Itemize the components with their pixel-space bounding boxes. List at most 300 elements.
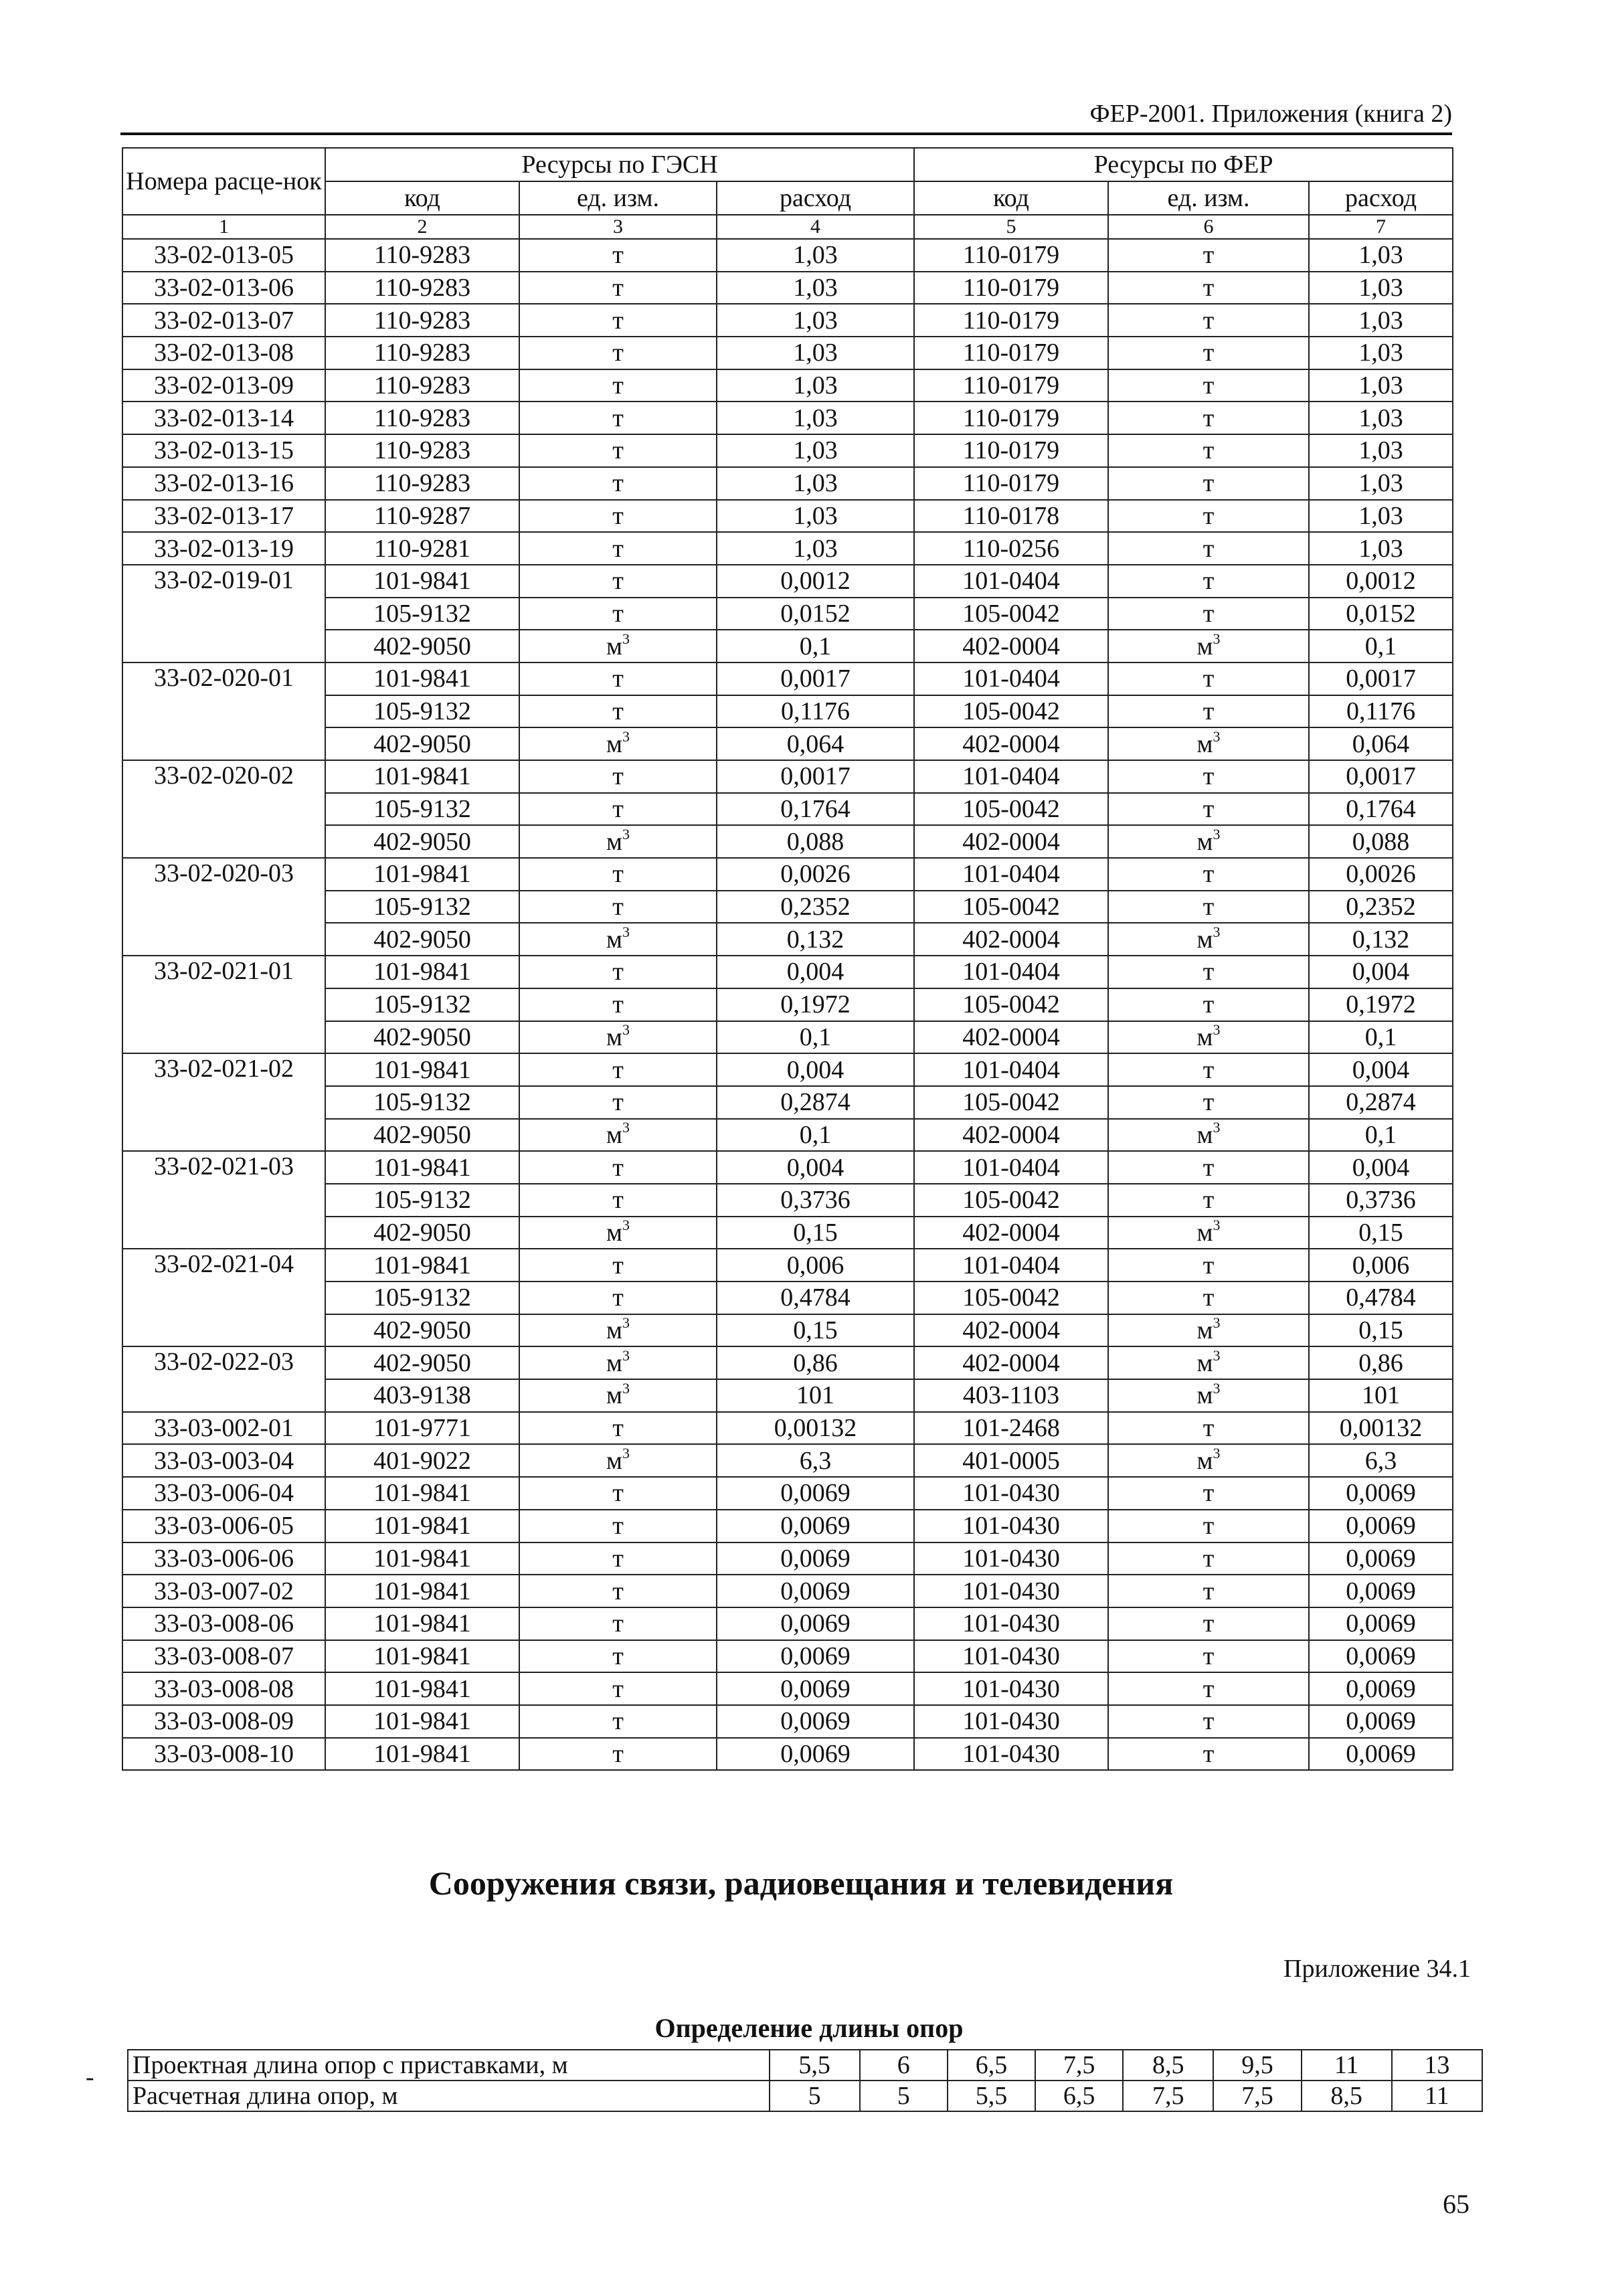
header-rate-numbers: Номера расце-нок xyxy=(122,148,325,215)
table-row xyxy=(122,1672,1453,1705)
cell-fer-amount: 0,0069 xyxy=(1309,1672,1453,1705)
table-row xyxy=(122,1640,1453,1673)
cell-gesn-code: 402-9050 xyxy=(325,1314,519,1347)
cell-rate-number: 33-03-008-10 xyxy=(122,1738,325,1771)
table-row xyxy=(122,1053,1453,1086)
cell-fer-unit: т xyxy=(1108,1282,1309,1314)
cell-gesn-code: 110-9283 xyxy=(325,272,519,304)
cell-fer-unit: т xyxy=(1108,500,1309,533)
cell-fer-amount: 0,0069 xyxy=(1309,1640,1453,1673)
cell-fer-code: 101-0430 xyxy=(914,1738,1108,1771)
length-value: 5 xyxy=(770,2081,860,2111)
cell-gesn-unit: $м^3$ xyxy=(519,923,717,956)
cell-gesn-unit: т xyxy=(519,1151,717,1184)
cell-gesn-unit: т xyxy=(519,1282,717,1314)
cell-rate-number: 33-03-008-07 xyxy=(122,1640,325,1673)
cell-fer-unit: т xyxy=(1108,1542,1309,1575)
cell-gesn-amount: 0,0012 xyxy=(717,565,914,598)
cell-fer-code: 101-0430 xyxy=(914,1575,1108,1607)
cell-fer-code: 105-0042 xyxy=(914,891,1108,923)
table-row xyxy=(122,760,1453,793)
table-row xyxy=(122,1607,1453,1640)
cell-fer-code: 105-0042 xyxy=(914,1282,1108,1314)
cell-fer-code: 401-0005 xyxy=(914,1444,1108,1477)
column-number: 7 xyxy=(1309,215,1453,239)
length-value: 11 xyxy=(1392,2081,1482,2111)
cell-fer-unit: т xyxy=(1108,1705,1309,1738)
cell-rate-number: 33-02-013-16 xyxy=(122,467,325,500)
table-row xyxy=(122,956,1453,988)
cell-fer-amount: 0,0069 xyxy=(1309,1575,1453,1607)
cell-fer-amount: 0,0069 xyxy=(1309,1738,1453,1771)
cell-fer-amount: 1,03 xyxy=(1309,532,1453,565)
cell-gesn-amount: 1,03 xyxy=(717,467,914,500)
cell-fer-unit: $м^3$ xyxy=(1108,1379,1309,1412)
cell-fer-code: 402-0004 xyxy=(914,923,1108,956)
margin-dash: - xyxy=(86,2063,94,2091)
appendix-label: Приложение 34.1 xyxy=(1283,1955,1471,1983)
cell-gesn-amount: 0,4784 xyxy=(717,1282,914,1314)
page-number: 65 xyxy=(1443,2189,1470,2219)
cell-fer-code: 105-0042 xyxy=(914,695,1108,728)
cell-gesn-unit: т xyxy=(519,1249,717,1282)
cell-fer-amount: 1,03 xyxy=(1309,272,1453,304)
table-row xyxy=(122,1477,1453,1510)
cell-fer-code: 105-0042 xyxy=(914,1184,1108,1217)
cell-gesn-code: 101-9841 xyxy=(325,663,519,695)
cell-gesn-amount: 0,004 xyxy=(717,1053,914,1086)
cell-fer-code: 110-0178 xyxy=(914,500,1108,533)
cell-fer-code: 101-0404 xyxy=(914,1053,1108,1086)
cell-rate-number: 33-02-021-03 xyxy=(122,1151,325,1249)
cell-gesn-unit: т xyxy=(519,1705,717,1738)
cell-gesn-unit: т xyxy=(519,1086,717,1119)
cell-rate-number: 33-02-013-07 xyxy=(122,304,325,337)
cell-fer-unit: т xyxy=(1108,1151,1309,1184)
cell-rate-number: 33-02-013-17 xyxy=(122,500,325,533)
cell-rate-number: 33-02-013-05 xyxy=(122,239,325,272)
table-row xyxy=(122,272,1453,304)
cell-gesn-amount: 0,86 xyxy=(717,1346,914,1379)
table-row xyxy=(122,1151,1453,1184)
cell-gesn-code: 110-9283 xyxy=(325,337,519,369)
table-row xyxy=(122,304,1453,337)
cell-rate-number: 33-03-006-06 xyxy=(122,1542,325,1575)
cell-gesn-unit: $м^3$ xyxy=(519,1119,717,1152)
cell-gesn-unit: т xyxy=(519,760,717,793)
cell-gesn-unit: $м^3$ xyxy=(519,630,717,663)
table-row xyxy=(122,1510,1453,1542)
cell-gesn-unit: $м^3$ xyxy=(519,1379,717,1412)
cell-gesn-unit: т xyxy=(519,369,717,402)
cell-fer-unit: $м^3$ xyxy=(1108,1119,1309,1152)
cell-fer-unit: $м^3$ xyxy=(1108,1217,1309,1249)
column-number: 4 xyxy=(717,215,914,239)
cell-fer-code: 110-0179 xyxy=(914,272,1108,304)
cell-fer-code: 101-0404 xyxy=(914,1151,1108,1184)
length-value: 7,5 xyxy=(1123,2081,1213,2111)
table-row xyxy=(122,663,1453,695)
cell-gesn-amount: 0,0017 xyxy=(717,663,914,695)
cell-gesn-code: 105-9132 xyxy=(325,793,519,826)
cell-gesn-amount: 0,1764 xyxy=(717,793,914,826)
cell-fer-unit: т xyxy=(1108,239,1309,272)
resources-table xyxy=(122,147,1453,1771)
cell-rate-number: 33-03-006-04 xyxy=(122,1477,325,1510)
cell-gesn-unit: т xyxy=(519,565,717,598)
cell-rate-number: 33-02-019-01 xyxy=(122,565,325,663)
cell-fer-code: 402-0004 xyxy=(914,630,1108,663)
cell-gesn-amount: 0,0069 xyxy=(717,1640,914,1673)
header-fer-resources: Ресурсы по ФЕР xyxy=(914,148,1453,181)
cell-fer-code: 101-0404 xyxy=(914,565,1108,598)
cell-gesn-unit: т xyxy=(519,467,717,500)
cell-fer-amount: 1,03 xyxy=(1309,337,1453,369)
cell-gesn-code: 403-9138 xyxy=(325,1379,519,1412)
cell-gesn-unit: т xyxy=(519,1607,717,1640)
cell-gesn-code: 101-9841 xyxy=(325,956,519,988)
cell-gesn-code: 110-9287 xyxy=(325,500,519,533)
cell-fer-amount: 0,0069 xyxy=(1309,1705,1453,1738)
cell-gesn-code: 101-9841 xyxy=(325,1053,519,1086)
cell-fer-unit: т xyxy=(1108,467,1309,500)
table-row xyxy=(122,337,1453,369)
cell-fer-unit: т xyxy=(1108,434,1309,467)
cell-gesn-code: 402-9050 xyxy=(325,825,519,858)
cell-gesn-unit: $м^3$ xyxy=(519,1314,717,1347)
column-number: 6 xyxy=(1108,215,1309,239)
table-row xyxy=(122,434,1453,467)
cell-fer-code: 101-0404 xyxy=(914,663,1108,695)
cell-fer-amount: 0,1176 xyxy=(1309,695,1453,728)
cell-gesn-amount: 0,004 xyxy=(717,956,914,988)
cell-fer-code: 402-0004 xyxy=(914,1119,1108,1152)
cell-fer-code: 402-0004 xyxy=(914,727,1108,760)
cell-fer-unit: т xyxy=(1108,1412,1309,1445)
cell-gesn-code: 402-9050 xyxy=(325,1119,519,1152)
length-row xyxy=(128,2050,1482,2081)
cell-fer-amount: 0,1972 xyxy=(1309,988,1453,1021)
cell-fer-unit: т xyxy=(1108,402,1309,434)
header-gesn-code: код xyxy=(325,181,519,215)
cell-gesn-amount: 0,0069 xyxy=(717,1672,914,1705)
cell-fer-code: 402-0004 xyxy=(914,1021,1108,1054)
cell-gesn-code: 105-9132 xyxy=(325,1086,519,1119)
cell-fer-code: 402-0004 xyxy=(914,1314,1108,1347)
cell-rate-number: 33-03-002-01 xyxy=(122,1412,325,1445)
table-row xyxy=(122,858,1453,891)
cell-fer-amount: 6,3 xyxy=(1309,1444,1453,1477)
cell-fer-code: 101-2468 xyxy=(914,1412,1108,1445)
cell-gesn-amount: 0,0017 xyxy=(717,760,914,793)
cell-gesn-unit: т xyxy=(519,1640,717,1673)
cell-gesn-unit: т xyxy=(519,695,717,728)
cell-gesn-code: 402-9050 xyxy=(325,727,519,760)
cell-fer-code: 110-0179 xyxy=(914,337,1108,369)
cell-fer-unit: $м^3$ xyxy=(1108,630,1309,663)
cell-fer-unit: т xyxy=(1108,1575,1309,1607)
cell-fer-code: 105-0042 xyxy=(914,1086,1108,1119)
cell-gesn-code: 105-9132 xyxy=(325,695,519,728)
cell-fer-code: 101-0430 xyxy=(914,1705,1108,1738)
cell-rate-number: 33-02-013-15 xyxy=(122,434,325,467)
cell-fer-code: 110-0179 xyxy=(914,467,1108,500)
cell-fer-amount: 0,004 xyxy=(1309,1053,1453,1086)
cell-fer-code: 105-0042 xyxy=(914,793,1108,826)
cell-fer-amount: 1,03 xyxy=(1309,239,1453,272)
cell-fer-amount: 1,03 xyxy=(1309,369,1453,402)
table-row xyxy=(122,1412,1453,1445)
cell-gesn-unit: т xyxy=(519,500,717,533)
cell-rate-number: 33-02-020-02 xyxy=(122,760,325,858)
cell-fer-code: 101-0430 xyxy=(914,1510,1108,1542)
cell-gesn-unit: $м^3$ xyxy=(519,1217,717,1249)
cell-fer-code: 101-0404 xyxy=(914,858,1108,891)
cell-fer-unit: т xyxy=(1108,598,1309,630)
cell-rate-number: 33-03-008-08 xyxy=(122,1672,325,1705)
cell-gesn-amount: 0,064 xyxy=(717,727,914,760)
cell-rate-number: 33-02-020-01 xyxy=(122,663,325,760)
cell-gesn-amount: 0,15 xyxy=(717,1217,914,1249)
table-row xyxy=(122,565,1453,598)
cell-gesn-code: 101-9841 xyxy=(325,565,519,598)
length-value: 5,5 xyxy=(948,2081,1035,2111)
cell-fer-unit: т xyxy=(1108,304,1309,337)
cell-gesn-amount: 0,0069 xyxy=(717,1705,914,1738)
column-number: 1 xyxy=(122,215,325,239)
cell-fer-unit: $м^3$ xyxy=(1108,727,1309,760)
cell-gesn-amount: 0,0069 xyxy=(717,1575,914,1607)
cell-gesn-code: 101-9841 xyxy=(325,858,519,891)
cell-gesn-amount: 101 xyxy=(717,1379,914,1412)
length-row-label: Расчетная длина опор, м xyxy=(128,2081,770,2111)
length-value: 5,5 xyxy=(770,2050,860,2081)
table-row xyxy=(122,500,1453,533)
cell-fer-unit: т xyxy=(1108,1249,1309,1282)
cell-fer-code: 101-0430 xyxy=(914,1542,1108,1575)
cell-fer-amount: 0,2874 xyxy=(1309,1086,1453,1119)
cell-fer-amount: 0,15 xyxy=(1309,1314,1453,1347)
cell-fer-amount: 0,1764 xyxy=(1309,793,1453,826)
cell-gesn-code: 105-9132 xyxy=(325,891,519,923)
cell-fer-unit: $м^3$ xyxy=(1108,923,1309,956)
cell-fer-unit: т xyxy=(1108,956,1309,988)
length-value: 6,5 xyxy=(1035,2081,1123,2111)
cell-gesn-unit: т xyxy=(519,239,717,272)
cell-gesn-code: 402-9050 xyxy=(325,630,519,663)
cell-fer-unit: т xyxy=(1108,1053,1309,1086)
cell-fer-unit: т xyxy=(1108,272,1309,304)
table-row xyxy=(122,1738,1453,1771)
table-row xyxy=(122,402,1453,434)
cell-gesn-amount: 0,006 xyxy=(717,1249,914,1282)
cell-gesn-code: 101-9841 xyxy=(325,1249,519,1282)
cell-rate-number: 33-03-006-05 xyxy=(122,1510,325,1542)
cell-rate-number: 33-02-022-03 xyxy=(122,1346,325,1411)
cell-fer-code: 101-0404 xyxy=(914,956,1108,988)
section-title: Сооружения связи, радиовещания и телевидения xyxy=(428,1864,1174,1902)
cell-gesn-unit: т xyxy=(519,1575,717,1607)
cell-fer-amount: 0,3736 xyxy=(1309,1184,1453,1217)
cell-gesn-code: 101-9841 xyxy=(325,1738,519,1771)
cell-gesn-unit: т xyxy=(519,1412,717,1445)
cell-gesn-amount: 1,03 xyxy=(717,532,914,565)
cell-fer-code: 110-0179 xyxy=(914,402,1108,434)
cell-gesn-amount: 0,3736 xyxy=(717,1184,914,1217)
cell-fer-code: 402-0004 xyxy=(914,825,1108,858)
cell-gesn-code: 101-9841 xyxy=(325,1640,519,1673)
cell-gesn-unit: т xyxy=(519,1477,717,1510)
cell-rate-number: 33-03-008-09 xyxy=(122,1705,325,1738)
cell-rate-number: 33-02-021-04 xyxy=(122,1249,325,1346)
cell-gesn-amount: 0,2352 xyxy=(717,891,914,923)
cell-fer-code: 101-0430 xyxy=(914,1477,1108,1510)
cell-gesn-amount: 0,1 xyxy=(717,630,914,663)
cell-gesn-unit: $м^3$ xyxy=(519,1346,717,1379)
cell-fer-amount: 0,15 xyxy=(1309,1217,1453,1249)
cell-gesn-amount: 0,15 xyxy=(717,1314,914,1347)
cell-gesn-amount: 0,0069 xyxy=(717,1477,914,1510)
cell-gesn-unit: т xyxy=(519,891,717,923)
cell-fer-amount: 0,004 xyxy=(1309,1151,1453,1184)
cell-gesn-code: 110-9283 xyxy=(325,369,519,402)
cell-gesn-code: 101-9841 xyxy=(325,1542,519,1575)
cell-fer-unit: $м^3$ xyxy=(1108,1346,1309,1379)
header-gesn-resources: Ресурсы по ГЭСН xyxy=(325,148,914,181)
cell-fer-amount: 0,088 xyxy=(1309,825,1453,858)
cell-gesn-unit: т xyxy=(519,304,717,337)
cell-fer-amount: 1,03 xyxy=(1309,434,1453,467)
cell-gesn-code: 101-9841 xyxy=(325,1672,519,1705)
cell-fer-amount: 0,0012 xyxy=(1309,565,1453,598)
cell-fer-amount: 1,03 xyxy=(1309,402,1453,434)
cell-gesn-code: 110-9283 xyxy=(325,434,519,467)
cell-fer-amount: 101 xyxy=(1309,1379,1453,1412)
cell-gesn-unit: т xyxy=(519,793,717,826)
length-value: 7,5 xyxy=(1035,2050,1123,2081)
cell-gesn-code: 101-9841 xyxy=(325,1477,519,1510)
cell-rate-number: 33-02-013-14 xyxy=(122,402,325,434)
column-number: 3 xyxy=(519,215,717,239)
table-row xyxy=(122,1249,1453,1282)
cell-gesn-amount: 0,004 xyxy=(717,1151,914,1184)
cell-gesn-unit: т xyxy=(519,1672,717,1705)
table-row xyxy=(122,1575,1453,1607)
cell-fer-code: 110-0179 xyxy=(914,369,1108,402)
cell-fer-amount: 0,1 xyxy=(1309,630,1453,663)
cell-fer-code: 101-0430 xyxy=(914,1607,1108,1640)
cell-gesn-code: 110-9283 xyxy=(325,402,519,434)
cell-gesn-code: 101-9771 xyxy=(325,1412,519,1445)
cell-fer-amount: 0,0069 xyxy=(1309,1477,1453,1510)
length-row-label: Проектная длина опор с приставками, м xyxy=(128,2050,770,2081)
cell-fer-amount: 0,1 xyxy=(1309,1021,1453,1054)
cell-fer-unit: т xyxy=(1108,858,1309,891)
cell-gesn-code: 101-9841 xyxy=(325,1705,519,1738)
cell-gesn-code: 401-9022 xyxy=(325,1444,519,1477)
cell-gesn-unit: т xyxy=(519,1184,717,1217)
cell-rate-number: 33-02-013-08 xyxy=(122,337,325,369)
length-value: 8,5 xyxy=(1123,2050,1213,2081)
cell-gesn-unit: т xyxy=(519,1053,717,1086)
table-row xyxy=(122,1346,1453,1379)
cell-fer-code: 105-0042 xyxy=(914,988,1108,1021)
header-fer-unit: ед. изм. xyxy=(1108,181,1309,215)
table-row xyxy=(122,1542,1453,1575)
cell-fer-unit: т xyxy=(1108,760,1309,793)
cell-gesn-code: 110-9283 xyxy=(325,467,519,500)
header-fer-code: код xyxy=(914,181,1108,215)
cell-fer-unit: т xyxy=(1108,663,1309,695)
length-value: 9,5 xyxy=(1213,2050,1301,2081)
running-header: ФЕР-2001. Приложения (книга 2) xyxy=(120,99,1452,135)
cell-fer-code: 101-0404 xyxy=(914,760,1108,793)
cell-gesn-code: 402-9050 xyxy=(325,1021,519,1054)
pole-length-table-body xyxy=(128,2050,1482,2111)
cell-gesn-code: 105-9132 xyxy=(325,1184,519,1217)
cell-rate-number: 33-03-007-02 xyxy=(122,1575,325,1607)
cell-fer-unit: т xyxy=(1108,1086,1309,1119)
cell-gesn-unit: $м^3$ xyxy=(519,1444,717,1477)
length-value: 11 xyxy=(1302,2050,1392,2081)
cell-gesn-amount: 0,2874 xyxy=(717,1086,914,1119)
cell-gesn-amount: 1,03 xyxy=(717,402,914,434)
cell-gesn-code: 110-9281 xyxy=(325,532,519,565)
cell-fer-unit: т xyxy=(1108,337,1309,369)
header-gesn-unit: ед. изм. xyxy=(519,181,717,215)
cell-fer-amount: 0,0017 xyxy=(1309,663,1453,695)
cell-gesn-code: 110-9283 xyxy=(325,304,519,337)
cell-fer-unit: т xyxy=(1108,1672,1309,1705)
cell-gesn-amount: 1,03 xyxy=(717,500,914,533)
length-value: 5 xyxy=(860,2081,948,2111)
cell-gesn-code: 105-9132 xyxy=(325,1282,519,1314)
cell-fer-code: 101-0430 xyxy=(914,1640,1108,1673)
cell-fer-unit: т xyxy=(1108,1640,1309,1673)
length-value: 7,5 xyxy=(1213,2081,1301,2111)
cell-gesn-amount: 0,1972 xyxy=(717,988,914,1021)
cell-fer-unit: т xyxy=(1108,1477,1309,1510)
cell-gesn-unit: т xyxy=(519,956,717,988)
cell-gesn-amount: 0,1176 xyxy=(717,695,914,728)
cell-fer-unit: т xyxy=(1108,1184,1309,1217)
cell-gesn-amount: 0,0069 xyxy=(717,1738,914,1771)
cell-gesn-amount: 1,03 xyxy=(717,434,914,467)
cell-gesn-amount: 1,03 xyxy=(717,337,914,369)
cell-gesn-code: 101-9841 xyxy=(325,1575,519,1607)
cell-fer-amount: 1,03 xyxy=(1309,500,1453,533)
cell-fer-code: 101-0404 xyxy=(914,1249,1108,1282)
cell-gesn-code: 402-9050 xyxy=(325,1217,519,1249)
cell-gesn-code: 105-9132 xyxy=(325,598,519,630)
cell-fer-code: 105-0042 xyxy=(914,598,1108,630)
cell-fer-amount: 0,132 xyxy=(1309,923,1453,956)
cell-gesn-amount: 0,0152 xyxy=(717,598,914,630)
cell-gesn-unit: т xyxy=(519,532,717,565)
cell-fer-amount: 0,0152 xyxy=(1309,598,1453,630)
table-row xyxy=(122,369,1453,402)
length-row xyxy=(128,2081,1482,2111)
cell-rate-number: 33-03-008-06 xyxy=(122,1607,325,1640)
cell-fer-code: 110-0179 xyxy=(914,304,1108,337)
cell-gesn-unit: $м^3$ xyxy=(519,1021,717,1054)
cell-fer-unit: т xyxy=(1108,565,1309,598)
cell-gesn-unit: т xyxy=(519,598,717,630)
cell-gesn-unit: т xyxy=(519,337,717,369)
cell-gesn-amount: 1,03 xyxy=(717,272,914,304)
cell-gesn-amount: 1,03 xyxy=(717,304,914,337)
cell-gesn-unit: $м^3$ xyxy=(519,727,717,760)
